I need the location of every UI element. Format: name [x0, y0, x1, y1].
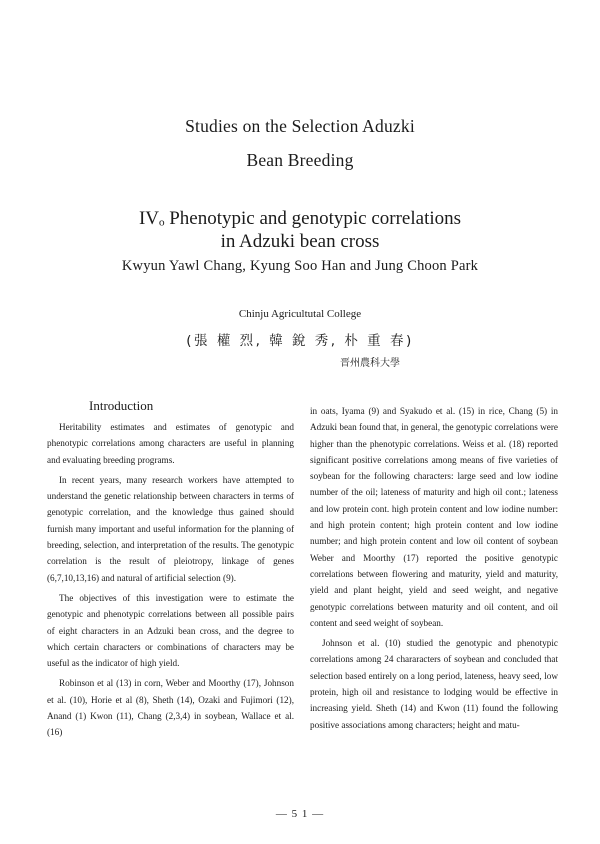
left-paragraph: Robinson et al (13) in corn, Weber and Moorthy (17), Johnson et al. (10), Horie et al (8), Sheth (14), Ozaki and Fujimori (12), Anand (1) Kwon (11), Chang (2,3,4) in soybean, Wallace et al. (16): [47, 678, 294, 738]
right-paragraph: Johnson et al. (10) studied the genotypic and phenotypic correlations among 24 chararacters of soybean and concluded that selection based entirely on a long period, lateness, heavy seed, low protein, high oil and resistance to lodging would be effective in increasing yield. Sheth (14) and Kwon (11) found the following positive associations among characters; height and matu-: [310, 638, 558, 730]
left-paragraph: Heritability estimates and estimates of genotypic and phenotypic correlations among characters are useful in planning and evaluating breeding programs.: [47, 422, 294, 465]
page-number: — 5 1 —: [275, 808, 325, 820]
right-column: [310, 403, 558, 737]
paper-title-line2: Bean Breeding: [246, 150, 354, 170]
part-title-line2: in Adzuki bean cross: [220, 231, 380, 252]
left-column: [47, 419, 294, 745]
affiliation: Chinju Agricultutal College: [238, 308, 362, 320]
paper-title-line1: Studies on the Selection Aduzki: [185, 116, 415, 136]
right-paragraph: in oats, Iyama (9) and Syakudo et al. (15) in rice, Chang (5) in Adzuki bean found that, in general, the genotypic correlations were higher than the phenotypic correlations. Weiss et al. (18) reported significant positive correlations among means of five varieties of soybean for the following characters: large seed and low iodine number of the oil; lateness of maturity and high oil cont.; lateness and low protein cont. high protein content and low iodine number: and high protein content; high protein content and low iodine number; and high protein content and low oil content of soybean Weber and Moorthy (17) reported the positive genotypic correlations between flowering and maturity, yield and maturity, yield and plant height, yield and seed weight, and negative genotypic correlations between maturity and oil content, and oil content and seed weight of soybean.: [310, 406, 558, 628]
affiliation-cjk: 晋州農科大學: [340, 358, 400, 369]
part-title-line1: IVₒ Phenotypic and genotypic correlations: [138, 208, 462, 229]
left-paragraph: The objectives of this investigation were to estimate the genotypic and phenotypic correlations between all possible pairs of eight characters in an Adzuki bean cross, and the degree to which certain characters or combinations of characters may be useful as the indicator of high yield.: [47, 592, 294, 669]
authors-cjk: (張 權 烈, 韓 銳 秀, 朴 重 春): [186, 333, 414, 349]
section-heading-introduction: Introduction: [89, 398, 154, 413]
authors: Kwyun Yawl Chang, Kyung Soo Han and Jung Choon Park: [121, 258, 479, 274]
left-paragraph: In recent years, many research workers have attempted to understand the genetic relationship between characters in terms of genotypic correlation, and the knowledge thus gained should furnish many important and useful information for the planning of breeding, selection, and interpretation of the results. The genotypic correlation is the result of pleiotropy, linkage of genes (6,7,10,13,16) and natural of artificial selection (9).: [47, 474, 294, 583]
